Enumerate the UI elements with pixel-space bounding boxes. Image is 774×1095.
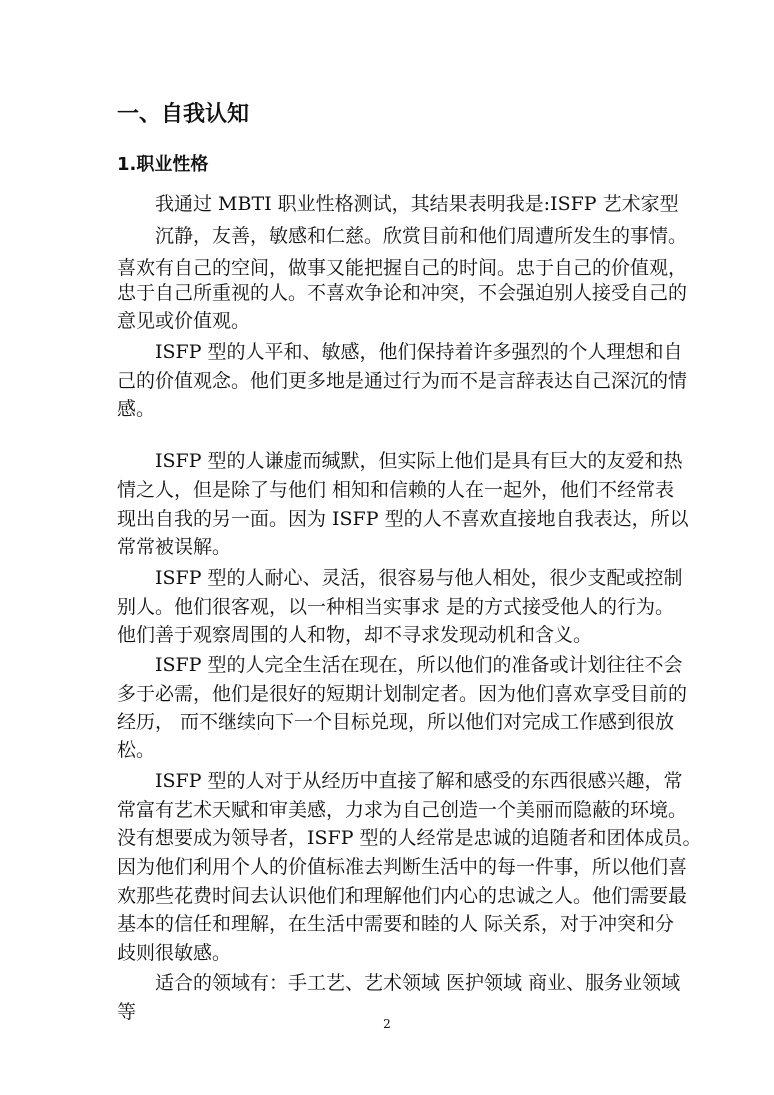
text-line: 没有想要成为领导者，ISFP 型的人经常是忠诚的追随者和团体成员。 bbox=[117, 827, 702, 849]
text-line: 适合的领域有：手工艺、艺术领域 医护领域 商业、服务业领域 bbox=[155, 972, 681, 994]
text-line: 基本的信任和理解，在生活中需要和睦的人 际关系，对于冲突和分 bbox=[117, 913, 675, 935]
text-line: 他们善于观察周围的人和物，却不寻求发现动机和含义。 bbox=[117, 624, 593, 646]
text-line: ISFP 型的人平和、敏感，他们保持着许多强烈的个人理想和自 bbox=[155, 341, 683, 363]
section-heading: 一、自我认知 bbox=[117, 102, 250, 127]
subsection-heading: 1.职业性格 bbox=[117, 154, 209, 175]
text-line: 别人。他们很客观，以一种相当实事求 是的方式接受他人的行为。 bbox=[117, 596, 675, 618]
text-line: 喜欢有自己的空间，做事又能把握自己的时间。忠于自己的价值观， bbox=[117, 257, 688, 279]
text-line: 忠于自己所重视的人。不喜欢争论和冲突，不会强迫别人接受自己的 bbox=[117, 282, 688, 304]
text-line: 常常被误解。 bbox=[117, 536, 232, 558]
text-line: 经历， 而不继续向下一个目标兑现，所以他们对完成工作感到很放 bbox=[117, 711, 675, 733]
text-line: 意见或价值观。 bbox=[117, 310, 251, 332]
text-line: 常富有艺术天赋和审美感，力求为自己创造一个美丽而隐蔽的环境。 bbox=[117, 799, 688, 821]
text-line: 情之人，但是除了与他们 相知和信赖的人在一起外，他们不经常表 bbox=[117, 479, 675, 501]
page-number: 2 bbox=[383, 1017, 391, 1031]
text-line: 欢那些花费时间去认识他们和理解他们内心的忠诚之人。他们需要最 bbox=[117, 885, 688, 907]
text-line: 松。 bbox=[117, 739, 156, 761]
text-line: 多于必需，他们是很好的短期计划制定者。因为他们喜欢享受目前的 bbox=[117, 683, 688, 705]
text-line: 歧则很敏感。 bbox=[117, 942, 232, 964]
text-line: 等 bbox=[117, 1001, 137, 1023]
text-line: 我通过 MBTI 职业性格测试，其结果表明我是:ISFP 艺术家型 bbox=[155, 193, 679, 215]
text-line: 因为他们利用个人的价值标准去判断生活中的每一件事，所以他们喜 bbox=[117, 856, 688, 878]
text-line: ISFP 型的人完全生活在现在，所以他们的准备或计划往往不会 bbox=[155, 654, 683, 676]
text-line: ISFP 型的人对于从经历中直接了解和感受的东西很感兴趣，常 bbox=[155, 770, 683, 792]
text-line: 沉静，友善，敏感和仁慈。欣赏目前和他们周遭所发生的事情。 bbox=[155, 225, 688, 247]
text-line: 现出自我的另一面。因为 ISFP 型的人不喜欢直接地自我表达，所以 bbox=[117, 508, 689, 530]
text-line: 己的价值观念。他们更多地是通过行为而不是言辞表达自己深沉的情 bbox=[117, 370, 688, 392]
text-line: ISFP 型的人耐心、灵活，很容易与他人相处，很少支配或控制 bbox=[155, 567, 683, 589]
text-line: 感。 bbox=[117, 398, 156, 420]
text-line: ISFP 型的人谦虚而缄默，但实际上他们是具有巨大的友爱和热 bbox=[155, 450, 683, 472]
